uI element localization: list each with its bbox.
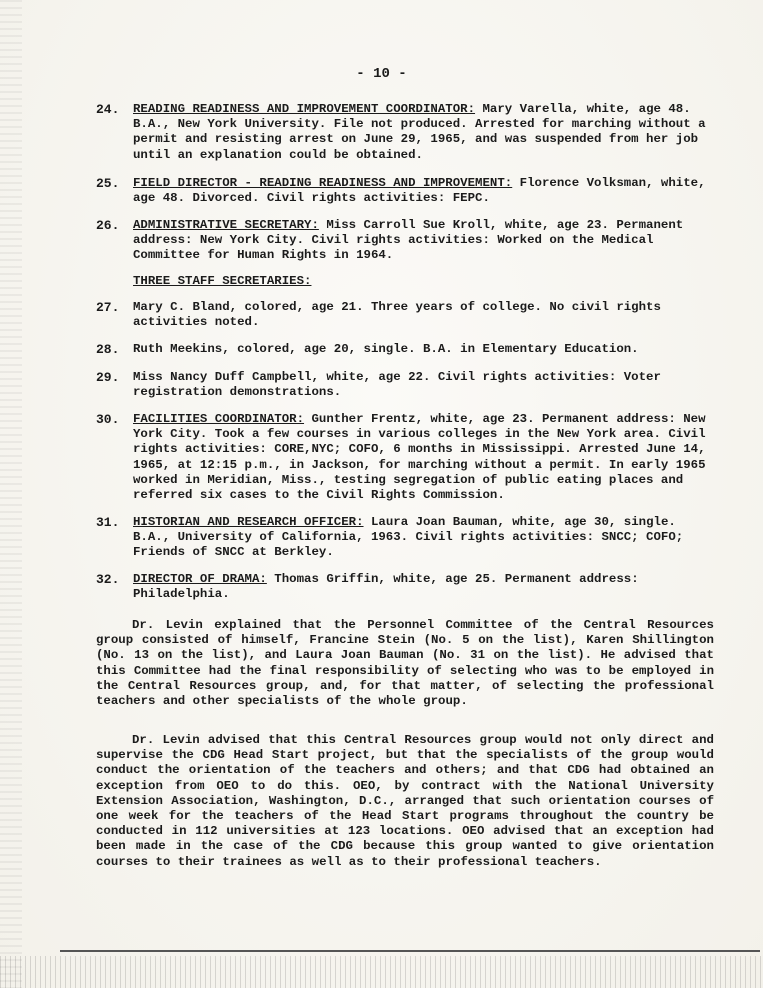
entry-title: READING READINESS AND IMPROVEMENT COORDINATOR: (133, 102, 476, 116)
paragraph-personnel-committee: Dr. Levin explained that the Personnel Committee of the Central Resources group consisted of himself, Francine Stein (No. 5 on the list), Karen Shillington (No. 13 on the list), and Laura Joan Bauman (No. 31 on the list). He advised that this Committee had the final responsibility of selecting who was to be employed in the Central Resources group, and, for that matter, of selecting the professional teachers and other specialists of the whole group. (96, 618, 714, 709)
entry-number: 27. (96, 300, 120, 315)
entry-body: Thomas Griffin, white, age 25. Permanent address: Philadelphia. (133, 572, 639, 602)
entry-31 (96, 515, 716, 561)
entry-title: ADMINISTRATIVE SECRETARY: (133, 218, 319, 232)
entry-number: 24. (96, 102, 120, 117)
entry-number: 28. (96, 342, 120, 357)
paragraph-central-resources: Dr. Levin advised that this Central Resources group would not only direct and supervise the CDG Head Start project, but that the specialists of the group would conduct the orientation of the teachers and others; and that CDG had obtained an exception from OEO to do this. OEO, by contract with the National University Extension Association, Washington, D.C., arranged that such orientation courses of one week for the teachers of the Head Start programs throughout the country be conducted in 112 universities at 123 locations. OEO advised that an exception had been made in the case of the CDG because this group wanted to give orientation courses to their trainees as well as to their professional teachers. (96, 733, 714, 869)
entry-body: Florence Volksman, white, age 48. Divorced. Civil rights activities: FEPC. (133, 176, 706, 206)
entry-body: Miss Nancy Duff Campbell, white, age 22. Civil rights activities: Voter registration demonstrations. (133, 370, 661, 400)
entry-body: Mary Varella, white, age 48. B.A., New York University. File not produced. Arrested for marching without a permit and resisting arrest on June 29, 1965, and was suspended from her job until an explanation could be obtained. (133, 102, 706, 162)
entry-body: Mary C. Bland, colored, age 21. Three years of college. No civil rights activities noted. (133, 300, 661, 330)
entry-number: 29. (96, 370, 120, 385)
page-number: - 10 - (356, 66, 407, 82)
entry-27 (96, 300, 716, 330)
entry-number: 26. (96, 218, 120, 233)
entry-32 (96, 572, 716, 602)
entry-24 (96, 102, 716, 163)
entry-title: DIRECTOR OF DRAMA: (133, 572, 267, 586)
entry-body: Laura Joan Bauman, white, age 30, single. B.A., University of California, 1963. Civil rights activities: SNCC; COFO; Friends of SNCC at Berkley. (133, 515, 684, 560)
entry-body: Miss Carroll Sue Kroll, white, age 23. Permanent address: New York City. Civil rights activities: Worked on the Medical Committee for Human Rights in 1964. (133, 218, 684, 263)
entry-28 (96, 342, 716, 357)
entry-body: Ruth Meekins, colored, age 20, single. B.A. in Elementary Education. (133, 342, 639, 356)
entry-number: 31. (96, 515, 120, 530)
bottom-rule (60, 950, 760, 952)
entry-30 (96, 412, 716, 503)
entry-29 (96, 370, 716, 400)
entry-number: 32. (96, 572, 120, 587)
entry-number: 30. (96, 412, 120, 427)
entry-body: Gunther Frentz, white, age 23. Permanent address: New York City. Took a few courses in various colleges in the New York area. Civil rights activities: CORE,NYC; COFO, 6 months in Mississippi. Arrested June 14, 1965, at 12:15 p.m., in Jackson, for marching without a permit. In early 1965 worked in Meridian, Miss., testing segregation of public eating places and referred six cases to the Civil Rights Commission. (133, 412, 706, 503)
entry-25 (96, 176, 716, 206)
scan-edge-bottom (0, 956, 763, 988)
entry-title: FIELD DIRECTOR - READING READINESS AND IMPROVEMENT: (133, 176, 513, 190)
scan-edge-left (0, 0, 22, 988)
section-title: THREE STAFF SECRETARIES: (133, 274, 312, 288)
entry-title: FACILITIES COORDINATOR: (133, 412, 305, 426)
entry-number: 25. (96, 176, 120, 191)
entry-title: HISTORIAN AND RESEARCH OFFICER: (133, 515, 364, 529)
entry-26 (96, 218, 716, 264)
